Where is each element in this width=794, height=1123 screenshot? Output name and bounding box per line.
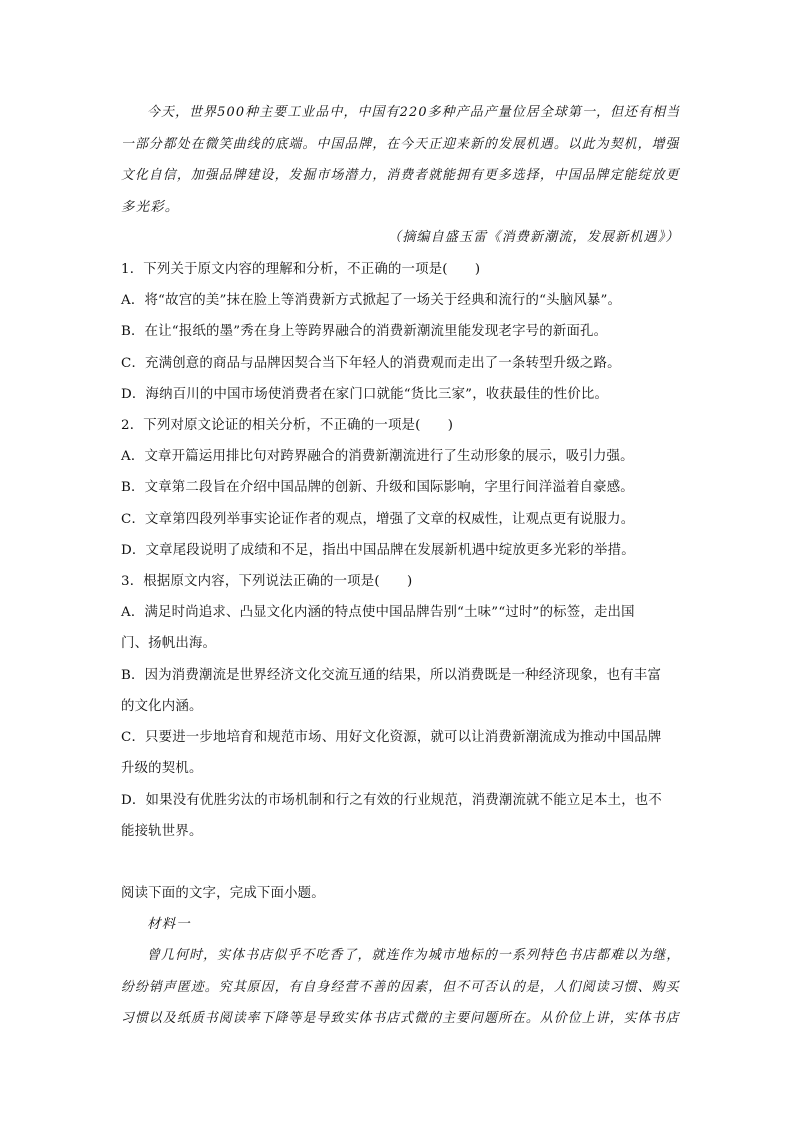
question-3-option-b-line-2: 的文化内涵。 — [121, 699, 203, 714]
question-2-option-d: D．文章尾段说明了成绩和不足，指出中国品牌在发展新机遇中绽放更多光彩的举措。 — [121, 543, 635, 558]
question-2-option-c: C．文章第四段列举事实论证作者的观点，增强了文章的权威性，让观点更有说服力。 — [121, 512, 635, 527]
passage1-line-3: 文化自信，加强品牌建设，发掘市场潜力，消费者就能拥有更多选择，中国品牌定能绽放更 — [121, 168, 680, 183]
question-3-option-a-line-1: A．满足时尚追求、凸显文化内涵的特点使中国品牌告别“土味”“过时”的标签，走出国 — [121, 605, 635, 620]
passage1-line-2: 一部分都处在微笑曲线的底端。中国品牌，在今天正迎来新的发展机遇。以此为契机，增强 — [121, 137, 680, 152]
question-1-option-d: D．海纳百川的中国市场使消费者在家门口就能“货比三家”，收获最佳的性价比。 — [121, 387, 609, 402]
question-1-option-b: B．在让“报纸的墨”秀在身上等跨界融合的消费新潮流里能发现老字号的新面孔。 — [121, 324, 608, 339]
question-3-option-c-line-1: C．只要进一步地培育和规范市场、用好文化资源，就可以让消费新潮流成为推动中国品牌 — [121, 730, 662, 745]
question-1-option-a: A．将“故宫的美”抹在脸上等消费新方式掀起了一场关于经典和流行的“头脑风暴”。 — [121, 293, 622, 308]
question-3-option-d-line-2: 能接轨世界。 — [121, 824, 203, 839]
question-1-option-c: C．充满创意的商品与品牌因契合当下年轻人的消费观而走出了一条转型升级之路。 — [121, 356, 621, 371]
passage1-source: （摘编自盛玉雷《消费新潮流，发展新机遇》） — [388, 230, 680, 245]
question-2-option-a: A．文章开篇运用排比句对跨界融合的消费新潮流进行了生动形象的展示，吸引力强。 — [121, 449, 634, 464]
passage1-line-4: 多光彩。 — [121, 200, 180, 215]
question-2-option-b: B．文章第二段旨在介绍中国品牌的创新、升级和国际影响，字里行间洋溢着自豪感。 — [121, 480, 634, 495]
question-1-stem: 1．下列关于原文内容的理解和分析，不正确的一项是( ) — [121, 262, 481, 277]
reading-instruction: 阅读下面的文字，完成下面小题。 — [121, 886, 325, 901]
question-3-option-b-line-1: B．因为消费潮流是世界经济文化交流互通的结果，所以消费既是一种经济现象，也有丰富 — [121, 668, 662, 683]
question-3-option-d-line-1: D．如果没有优胜劣汰的市场机制和行之有效的行业规范，消费潮流就不能立足本土，也不 — [121, 793, 662, 808]
material-one-title: 材料一 — [147, 917, 191, 932]
material-one-line-1: 曾几何时，实体书店似乎不吃香了，就连作为城市地标的一系列特色书店都难以为继， — [147, 948, 681, 963]
material-one-line-3: 习惯以及纸质书阅读率下降等是导致实体书店式微的主要问题所在。从价位上讲，实体书店 — [121, 1011, 680, 1026]
passage1-line-1: 今天，世界500种主要工业品中，中国有220多种产品产量位居全球第一，但还有相当 — [147, 105, 681, 120]
question-2-stem: 2．下列对原文论证的相关分析，不正确的一项是( ) — [121, 418, 454, 433]
question-3-option-c-line-2: 升级的契机。 — [121, 761, 203, 776]
material-one-line-2: 纷纷销声匿迹。究其原因，有自身经营不善的因素，但不可否认的是，人们阅读习惯、购买 — [121, 980, 680, 995]
question-3-stem: 3．根据原文内容，下列说法正确的一项是( ) — [121, 574, 413, 589]
question-3-option-a-line-2: 门、扬帆出海。 — [121, 636, 217, 651]
